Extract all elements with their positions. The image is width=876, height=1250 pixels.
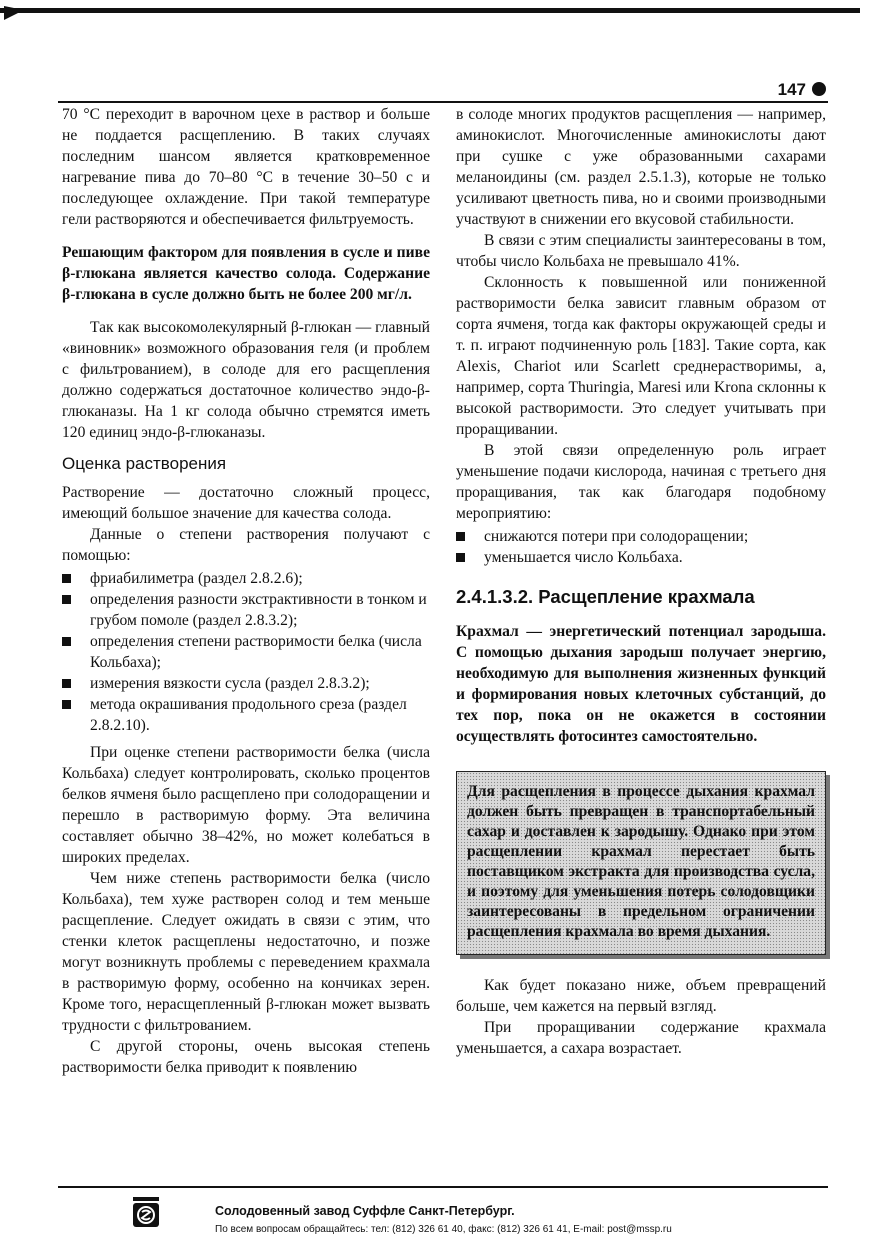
top-rule (0, 8, 860, 13)
bullet-list (456, 526, 826, 568)
paragraph: Склонность к повышенной или пониженной растворимости белка зависит главным образом от сорта ячменя, тогда как факторы окружающей среды и т. п. играют подчиненную роль [183]. Такие сорта, как Alexis, Chariot или Scarlett среднерастворимы, а, например, сорта Thuringia, Maresi или Krona склонны к высокой растворимости. Это следует учитывать при проращивании. (456, 274, 826, 438)
footer-title: Солодовенный завод Суффле Санкт-Петербург. (215, 1204, 515, 1218)
paragraph: 70 °С переходит в варочном цехе в раствор и больше не поддается расщеплению. В таких случаях последним шансом является кратковременное нагревание пива до 70–80 °С в течение 30–50 с и последующее охлаждение. При такой температуре гели растворяются и обеспечивается фильтруемость. (62, 106, 430, 228)
list-item: измерения вязкости сусла (раздел 2.8.3.2); (62, 673, 430, 694)
list-item: определения разности экстрактивности в тонком и грубом помоле (раздел 2.8.3.2); (62, 589, 430, 631)
paragraph: В связи с этим специалисты заинтересованы в том, чтобы число Кольбаха не превышало 41%. (456, 232, 826, 270)
company-logo-icon (133, 1197, 159, 1227)
list-item: фриабилиметра (раздел 2.8.2.6); (62, 568, 430, 589)
paragraph: В этой связи определенную роль играет уменьшение подачи кислорода, начиная с третьего дня проращивания, так как благодаря подобному мероприятию: (456, 442, 826, 522)
right-column (456, 104, 826, 1059)
paragraph: Как будет показано ниже, объем превращений больше, чем кажется на первый взгляд. (456, 977, 826, 1015)
paragraph: Растворение — достаточно сложный процесс, имеющий большое значение для качества солода. (62, 484, 430, 522)
callout-box (456, 771, 826, 955)
bullet-list (62, 568, 430, 736)
highlight-paragraph: Крахмал — энергетический потенциал зародыша. С помощью дыхания зародыш получает энергию, необходимую для выполнения жизненных функций и формирования новых клеточных субстанций, до тех пор, пока он не окажется в состоянии осуществлять фотосинтез самостоятельно. (456, 623, 826, 745)
section-title: Оценка растворения (62, 454, 227, 473)
list-item: метода окрашивания продольного среза (раздел 2.8.2.10). (62, 694, 430, 736)
footer-rule (58, 1186, 828, 1188)
header-rule (58, 101, 828, 103)
paragraph: Так как высокомолекулярный β-глюкан — главный «виновник» возможного образования геля (и проблем с фильтрованием), в солоде для его расщепления должно содержаться достаточное количество эндо-β-глюканазы. На 1 кг солода обычно стремятся иметь 120 единиц эндо-β-глюканазы. (62, 319, 430, 441)
page-number: 147 (777, 80, 806, 99)
paragraph: При проращивании содержание крахмала уменьшается, а сахара возрастает. (456, 1019, 826, 1057)
list-item: снижаются потери при солодоращении; (456, 526, 826, 547)
paragraph: в солоде многих продуктов расщепления — например, аминокислот. Многочисленные аминокислоты дают при сушке с уже образованными сахарами меланоидины (см. раздел 2.5.1.3), которые не только усиливают цветность пива, но и своими производными участвуют в снижении его вкусовой стабильности. (456, 106, 826, 228)
paragraph: С другой стороны, очень высокая степень растворимости белка приводит к появлению (62, 1038, 430, 1076)
callout-text: Для расщепления в процессе дыхания крахмал должен быть превращен в транспортабельный сахар и доставлен к зародышу. Однако при этом расщеплении крахмал перестает быть поставщиком экстракта для производства сусла, и поэтому для уменьшения потерь солодовщики заинтересованы в предельном ограничении расщепления крахмала во время дыхания. (467, 783, 815, 940)
list-item: уменьшается число Кольбаха. (456, 547, 826, 568)
paragraph: При оценке степени растворимости белка (числа Кольбаха) следует контролировать, сколько процентов белков ячменя было расщеплено при солодоращении и перешло в растворимую форму. Эта величина составляет обычно 38–42%, но может колебаться в широких пределах. (62, 744, 430, 866)
subsection-title: 2.4.1.3.2. Расщепление крахмала (456, 586, 755, 607)
list-item: определения степени растворимости белка (числа Кольбаха); (62, 631, 430, 673)
paragraph: Данные о степени растворения получают с помощью: (62, 526, 430, 564)
paragraph: Чем ниже степень растворимости белка (число Кольбаха), тем хуже растворен солод и тем меньше расщепление. Следует ожидать в связи с этим, что стенки клеток расщеплены недостаточно, и позже могут возникнуть проблемы с переведением крахмала в растворимую форму, особенно на кончиках зерен. Кроме того, нерасщепленный β-глюкан может вызвать трудности с фильтрованием. (62, 870, 430, 1034)
left-column (62, 104, 430, 1078)
page-mark-icon (812, 82, 826, 96)
highlight-paragraph: Решающим фактором для появления в сусле и пиве β-глюкана является качество солода. Содержание β-глюкана в сусле должно быть не более 200 мг/л. (62, 244, 430, 303)
footer-contact: По всем вопросам обращайтесь: тел: (812) 326 61 40, факс: (812) 326 61 41, E-mail: post@mssp.ru (215, 1224, 672, 1235)
